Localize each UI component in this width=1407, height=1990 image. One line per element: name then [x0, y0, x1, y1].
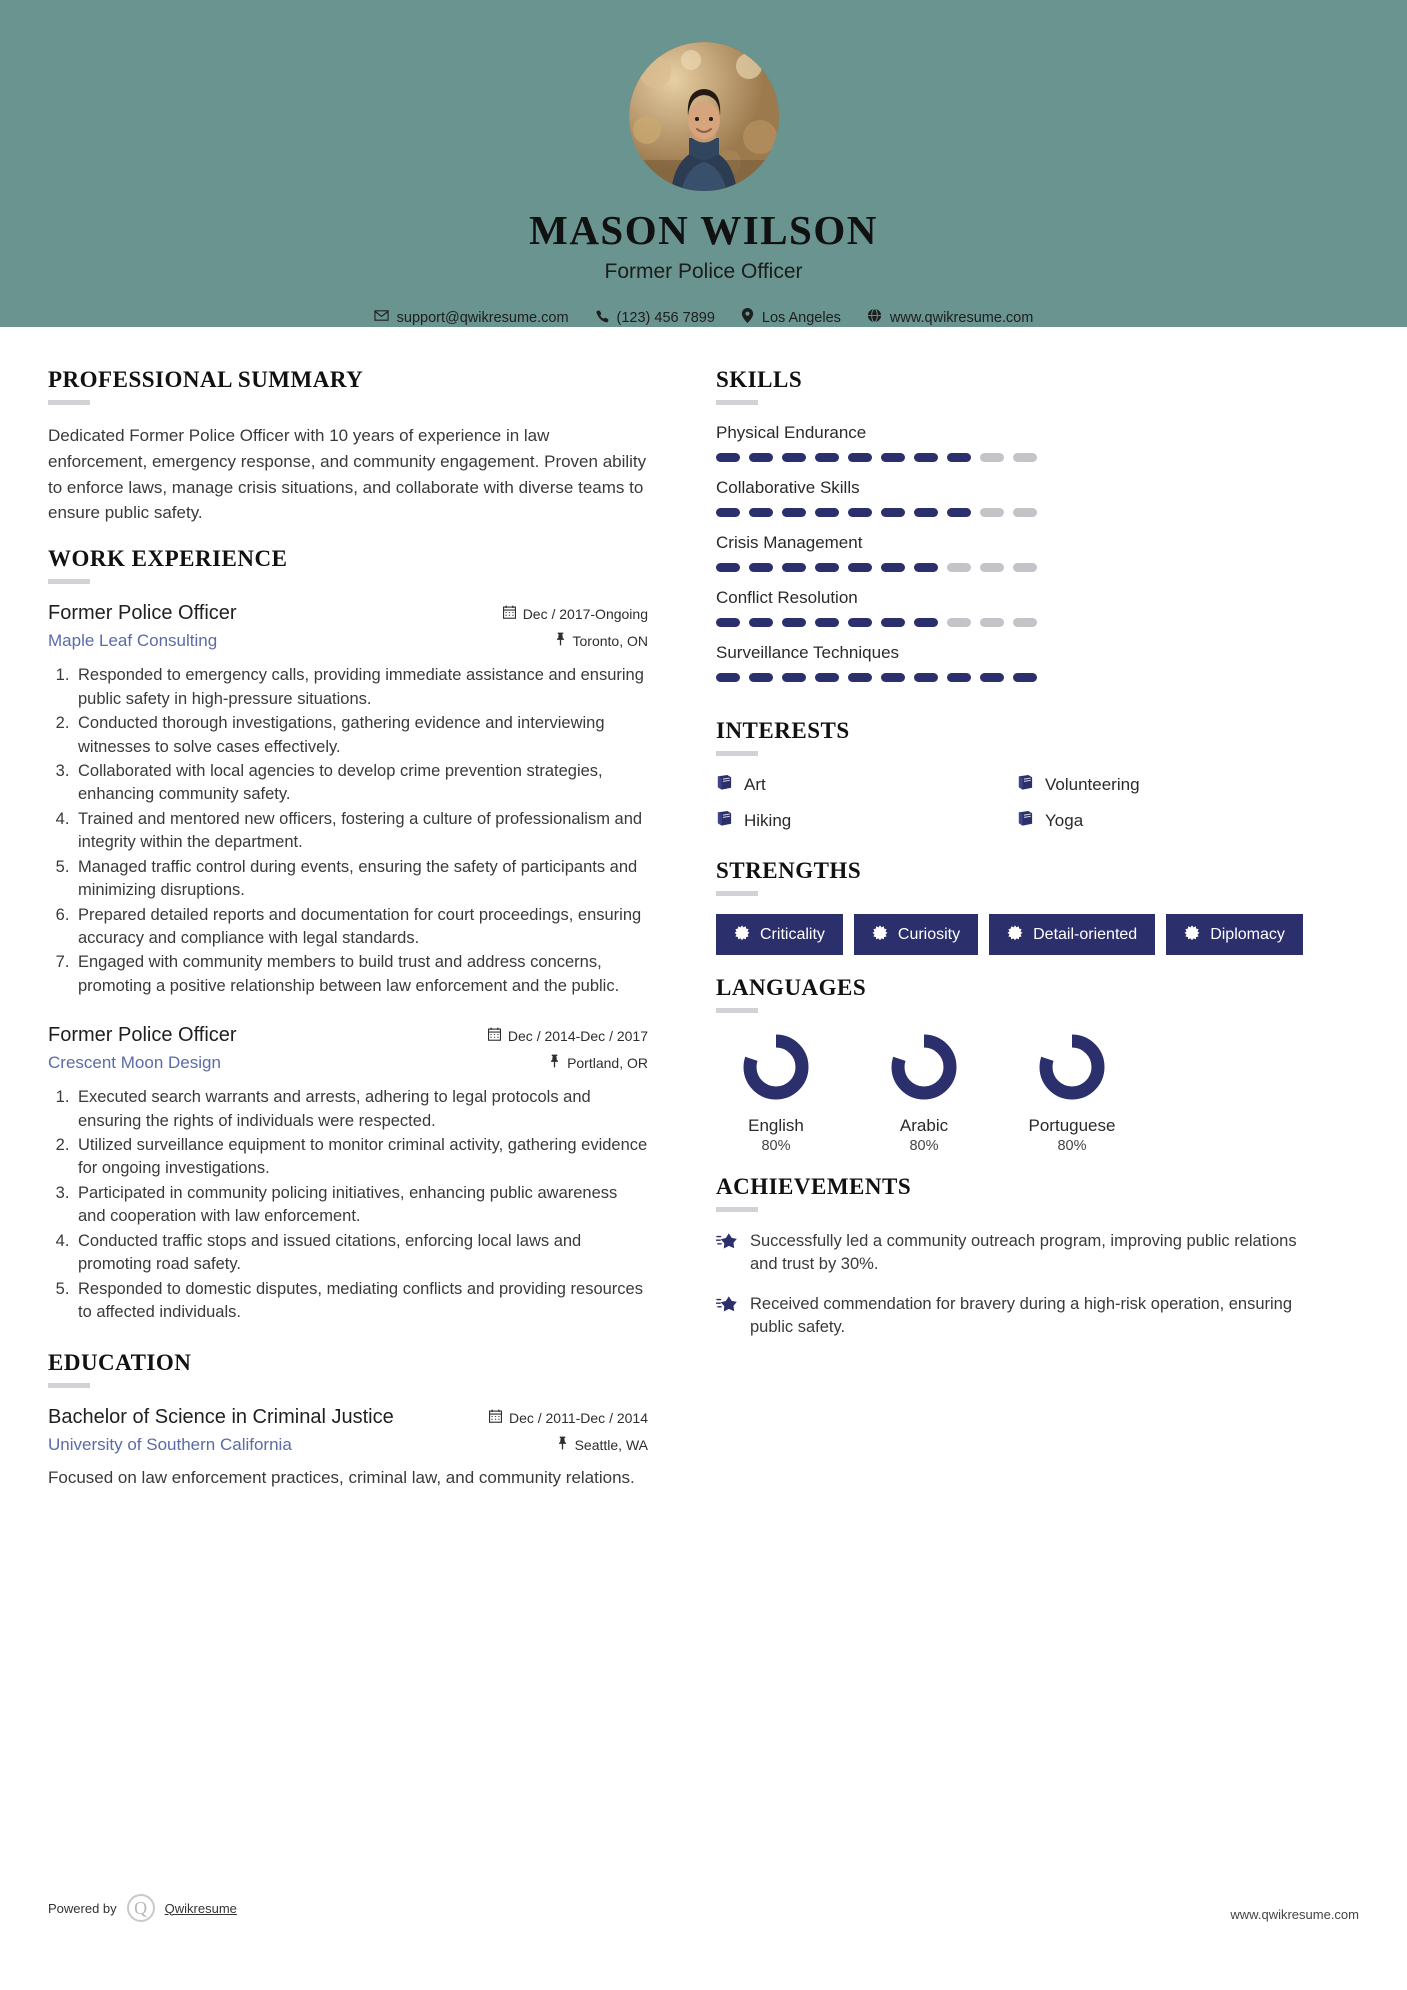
skill-level-dot	[881, 508, 905, 517]
footer-branding	[48, 1894, 237, 1922]
skill-level-dot	[782, 673, 806, 682]
summary-text: Dedicated Former Police Officer with 10 years of experience in law enforcement, emergency response, and community engagement. Proven ability to enforce laws, manage crisis situations, and collaborate with diverse teams to ensure public safety.	[48, 426, 647, 523]
book-icon	[716, 774, 733, 796]
experience-entry	[48, 602, 648, 998]
interest-label: Hiking	[744, 811, 792, 830]
spacer	[48, 526, 648, 546]
left-column	[48, 367, 678, 1517]
interests-list	[716, 774, 1318, 832]
footer-site-url[interactable]: www.qwikresume.com	[1230, 1907, 1359, 1922]
achievement-item	[716, 1293, 1318, 1340]
skill-item	[716, 588, 1318, 627]
skill-level-dot	[716, 508, 740, 517]
star-icon	[716, 1232, 738, 1277]
interest-item	[716, 774, 1017, 796]
education-list	[48, 1406, 648, 1491]
education-dates	[489, 1409, 648, 1426]
achievement-item	[716, 1230, 1318, 1277]
contact-location-text: Los Angeles	[761, 309, 841, 326]
language-progress-ring	[1036, 1031, 1108, 1103]
skill-level-dot	[980, 618, 1004, 627]
skill-level-meter	[716, 673, 1318, 682]
contact-row	[374, 308, 1034, 327]
experience-bullet: 5. Managed traffic control during events, ensuring the safety of participants and minimizing disruptions.	[74, 856, 648, 903]
experience-dates	[488, 1027, 648, 1044]
book-icon	[716, 810, 733, 832]
skill-level-meter	[716, 563, 1318, 572]
skill-level-dot	[815, 563, 839, 572]
skill-level-dot	[980, 673, 1004, 682]
achievement-text: Received commendation for bravery during a high-risk operation, ensuring public safety.	[750, 1294, 1293, 1337]
burst-icon	[1184, 925, 1200, 944]
contact-email[interactable]	[374, 308, 569, 327]
skill-level-dot	[716, 618, 740, 627]
push-pin-icon	[555, 632, 566, 649]
experience-role: Former Police Officer	[48, 602, 237, 625]
contact-phone[interactable]	[595, 309, 715, 327]
calendar-icon	[489, 1409, 502, 1426]
experience-bullet: 7. Engaged with community members to build trust and address concerns, promoting a positive relationship between law enforcement and the public.	[74, 951, 648, 998]
burst-icon	[1007, 925, 1023, 944]
experience-bullet: 3. Participated in community policing initiatives, enhancing public awareness and cooperation with law enforcement.	[74, 1182, 648, 1229]
skill-label: Conflict Resolution	[716, 588, 858, 607]
spacer	[716, 698, 1318, 718]
section-languages	[716, 975, 1318, 1154]
skill-level-dot	[914, 508, 938, 517]
experience-bullet: 2. Utilized surveillance equipment to monitor criminal activity, gathering evidence for ongoing investigations.	[74, 1134, 648, 1181]
language-name: English	[748, 1116, 804, 1135]
skill-level-dot	[716, 453, 740, 462]
experience-location	[549, 1054, 648, 1071]
skill-level-meter	[716, 453, 1318, 462]
skill-level-dot	[1013, 508, 1037, 517]
skill-level-meter	[716, 618, 1318, 627]
experience-list	[48, 602, 648, 1324]
experience-dates-text: Dec / 2014-Dec / 2017	[507, 1027, 648, 1044]
section-education	[48, 1350, 648, 1491]
strength-chip	[716, 914, 843, 955]
skill-level-dot	[1013, 563, 1037, 572]
skill-item	[716, 423, 1318, 462]
skill-level-dot	[881, 618, 905, 627]
interest-item	[1017, 774, 1318, 796]
skill-level-dot	[1013, 453, 1037, 462]
education-location-text: Seattle, WA	[574, 1436, 648, 1453]
strength-label: Detail-oriented	[1033, 925, 1138, 943]
skill-label: Physical Endurance	[716, 423, 867, 442]
strength-label: Diplomacy	[1210, 925, 1285, 943]
skill-level-dot	[881, 673, 905, 682]
qwikresume-logo-icon: Q	[127, 1894, 155, 1922]
qwikresume-link[interactable]: Qwikresume	[164, 1900, 237, 1916]
burst-icon	[734, 925, 750, 944]
experience-title-row	[48, 602, 648, 625]
book-icon	[1017, 810, 1034, 832]
skill-level-dot	[749, 618, 773, 627]
strength-chip	[989, 914, 1155, 955]
languages-list	[716, 1031, 1318, 1154]
section-work-experience	[48, 546, 648, 1324]
achievements-heading: ACHIEVEMENTS	[716, 1174, 912, 1199]
education-degree: Bachelor of Science in Criminal Justice	[48, 1406, 394, 1429]
achievements-rule	[716, 1207, 758, 1212]
section-professional-summary	[48, 367, 648, 526]
skill-level-dot	[848, 618, 872, 627]
globe-icon	[867, 308, 882, 327]
experience-bullet: 6. Prepared detailed reports and documentation for court proceedings, ensuring accuracy and compliance with legal standards.	[74, 904, 648, 951]
skill-label: Collaborative Skills	[716, 478, 860, 497]
skill-level-dot	[914, 453, 938, 462]
skill-level-dot	[848, 673, 872, 682]
languages-heading: LANGUAGES	[716, 975, 867, 1000]
contact-email-text: support@qwikresume.com	[396, 309, 569, 326]
experience-role: Former Police Officer	[48, 1024, 237, 1047]
skill-level-dot	[947, 618, 971, 627]
strength-chip	[854, 914, 978, 955]
right-column	[678, 367, 1318, 1517]
strength-label: Criticality	[760, 925, 825, 943]
education-dates-text: Dec / 2011-Dec / 2014	[508, 1409, 648, 1426]
map-pin-icon	[741, 308, 754, 327]
avatar-photo	[629, 42, 779, 191]
strengths-list	[716, 914, 1318, 955]
language-percent: 80%	[1057, 1138, 1087, 1154]
achievement-text: Successfully led a community outreach program, improving public relations and trust by 30%.	[750, 1232, 1297, 1274]
experience-location	[555, 632, 648, 649]
experience-bullet: 4. Trained and mentored new officers, fostering a culture of professionalism and integrity within the department.	[74, 808, 648, 855]
skills-rule	[716, 400, 758, 405]
education-heading: EDUCATION	[48, 1350, 192, 1376]
experience-company-row	[48, 1047, 648, 1073]
language-item	[864, 1031, 984, 1154]
skill-level-dot	[848, 453, 872, 462]
spacer	[716, 1154, 1318, 1174]
skill-item	[716, 533, 1318, 572]
language-name: Arabic	[899, 1116, 949, 1135]
skill-level-dot	[782, 453, 806, 462]
interest-item	[1017, 810, 1318, 832]
burst-icon	[872, 925, 888, 944]
skill-level-dot	[881, 453, 905, 462]
skill-item	[716, 478, 1318, 517]
skill-level-dot	[980, 563, 1004, 572]
experience-dates	[503, 605, 648, 622]
contact-phone-text: (123) 456 7899	[616, 309, 715, 326]
experience-location-text: Portland, OR	[567, 1054, 648, 1071]
skill-level-dot	[980, 453, 1004, 462]
interest-label: Art	[744, 775, 766, 794]
skill-level-dot	[716, 563, 740, 572]
candidate-name: MASON WILSON	[529, 206, 878, 253]
language-progress-ring	[888, 1031, 960, 1103]
skill-level-dot	[848, 563, 872, 572]
achievements-list	[716, 1230, 1318, 1340]
avatar	[629, 42, 779, 191]
contact-location	[741, 308, 841, 327]
education-rule	[48, 1383, 90, 1388]
education-title-row	[48, 1406, 648, 1429]
section-achievements	[716, 1174, 1318, 1340]
skills-heading: SKILLS	[716, 367, 803, 392]
experience-entry	[48, 1024, 648, 1324]
experience-company-row	[48, 625, 648, 651]
strength-chip	[1166, 914, 1303, 955]
phone-icon	[595, 309, 609, 327]
skill-level-dot	[947, 563, 971, 572]
spacer	[716, 955, 1318, 975]
powered-by-label: Powered by	[48, 1900, 117, 1916]
experience-bullet: 4. Conducted traffic stops and issued citations, enforcing local laws and promoting road safety.	[74, 1230, 648, 1277]
skill-level-dot	[815, 453, 839, 462]
star-icon	[716, 1295, 738, 1340]
strengths-heading: STRENGTHS	[716, 858, 862, 883]
strength-label: Curiosity	[897, 925, 961, 943]
experience-bullet: 3. Collaborated with local agencies to develop crime prevention strategies, enhancing community safety.	[74, 760, 648, 807]
skill-level-dot	[782, 618, 806, 627]
skill-level-dot	[749, 563, 773, 572]
spacer	[716, 838, 1318, 858]
interests-heading: INTERESTS	[716, 718, 850, 743]
candidate-job-title: Former Police Officer	[604, 260, 803, 283]
summary-rule	[48, 400, 90, 405]
push-pin-icon	[549, 1054, 560, 1071]
interest-item	[716, 810, 1017, 832]
skill-level-meter	[716, 508, 1318, 517]
education-school-row	[48, 1429, 648, 1455]
education-description: Focused on law enforcement practices, criminal law, and community relations.	[48, 1468, 635, 1488]
experience-bullet: 1. Responded to emergency calls, providing immediate assistance and ensuring public safety in high-pressure situations.	[74, 664, 648, 711]
skill-level-dot	[815, 618, 839, 627]
skill-level-dot	[716, 673, 740, 682]
experience-bullets	[48, 664, 648, 998]
skill-level-dot	[749, 508, 773, 517]
skill-level-dot	[749, 673, 773, 682]
education-location	[557, 1436, 648, 1453]
skill-level-dot	[947, 508, 971, 517]
experience-bullet: 2. Conducted thorough investigations, gathering evidence and interviewing witnesses to solve cases effectively.	[74, 712, 648, 759]
calendar-icon	[488, 1027, 501, 1044]
skill-level-dot	[914, 563, 938, 572]
languages-rule	[716, 1008, 758, 1013]
education-entry	[48, 1406, 648, 1491]
calendar-icon	[503, 605, 516, 622]
skill-level-dot	[881, 563, 905, 572]
language-percent: 80%	[761, 1138, 791, 1154]
experience-title-row	[48, 1024, 648, 1047]
skill-level-dot	[815, 508, 839, 517]
skill-level-dot	[1013, 618, 1037, 627]
skill-level-dot	[947, 673, 971, 682]
experience-dates-text: Dec / 2017-Ongoing	[522, 605, 648, 622]
experience-bullets	[48, 1086, 648, 1324]
skill-item	[716, 643, 1318, 682]
book-icon	[1017, 774, 1034, 796]
strengths-rule	[716, 891, 758, 896]
skill-level-dot	[749, 453, 773, 462]
language-name: Portuguese	[1028, 1116, 1116, 1135]
skill-level-dot	[947, 453, 971, 462]
experience-bullet: 1. Executed search warrants and arrests, adhering to legal protocols and ensuring the rights of individuals were respected.	[74, 1086, 648, 1133]
experience-bullet: 5. Responded to domestic disputes, mediating conflicts and providing resources to affected individuals.	[74, 1278, 648, 1325]
interest-label: Yoga	[1045, 811, 1084, 830]
skill-label: Crisis Management	[716, 533, 863, 552]
resume-header	[0, 0, 1407, 327]
skills-list	[716, 423, 1318, 682]
resume-body	[0, 327, 1407, 1517]
language-item	[1012, 1031, 1132, 1154]
skill-level-dot	[980, 508, 1004, 517]
experience-heading: WORK EXPERIENCE	[48, 546, 288, 572]
skill-level-dot	[782, 508, 806, 517]
contact-website[interactable]	[867, 308, 1033, 327]
interests-rule	[716, 751, 758, 756]
skill-label: Surveillance Techniques	[716, 643, 900, 662]
envelope-icon	[374, 308, 389, 327]
skill-level-dot	[782, 563, 806, 572]
contact-website-text: www.qwikresume.com	[889, 309, 1034, 326]
language-progress-ring	[740, 1031, 812, 1103]
experience-rule	[48, 579, 90, 584]
language-item	[716, 1031, 836, 1154]
education-school[interactable]: University of Southern California	[48, 1435, 292, 1455]
interest-label: Volunteering	[1045, 775, 1140, 794]
experience-company[interactable]: Maple Leaf Consulting	[48, 631, 218, 651]
section-interests	[716, 718, 1318, 832]
skill-level-dot	[848, 508, 872, 517]
summary-heading: PROFESSIONAL SUMMARY	[48, 367, 364, 392]
skill-level-dot	[815, 673, 839, 682]
push-pin-icon	[557, 1436, 568, 1453]
skill-level-dot	[1013, 673, 1037, 682]
skill-level-dot	[914, 618, 938, 627]
experience-company[interactable]: Crescent Moon Design	[48, 1053, 221, 1073]
language-percent: 80%	[909, 1138, 939, 1154]
section-strengths	[716, 858, 1318, 955]
section-skills	[716, 367, 1318, 682]
experience-location-text: Toronto, ON	[572, 632, 648, 649]
skill-level-dot	[914, 673, 938, 682]
